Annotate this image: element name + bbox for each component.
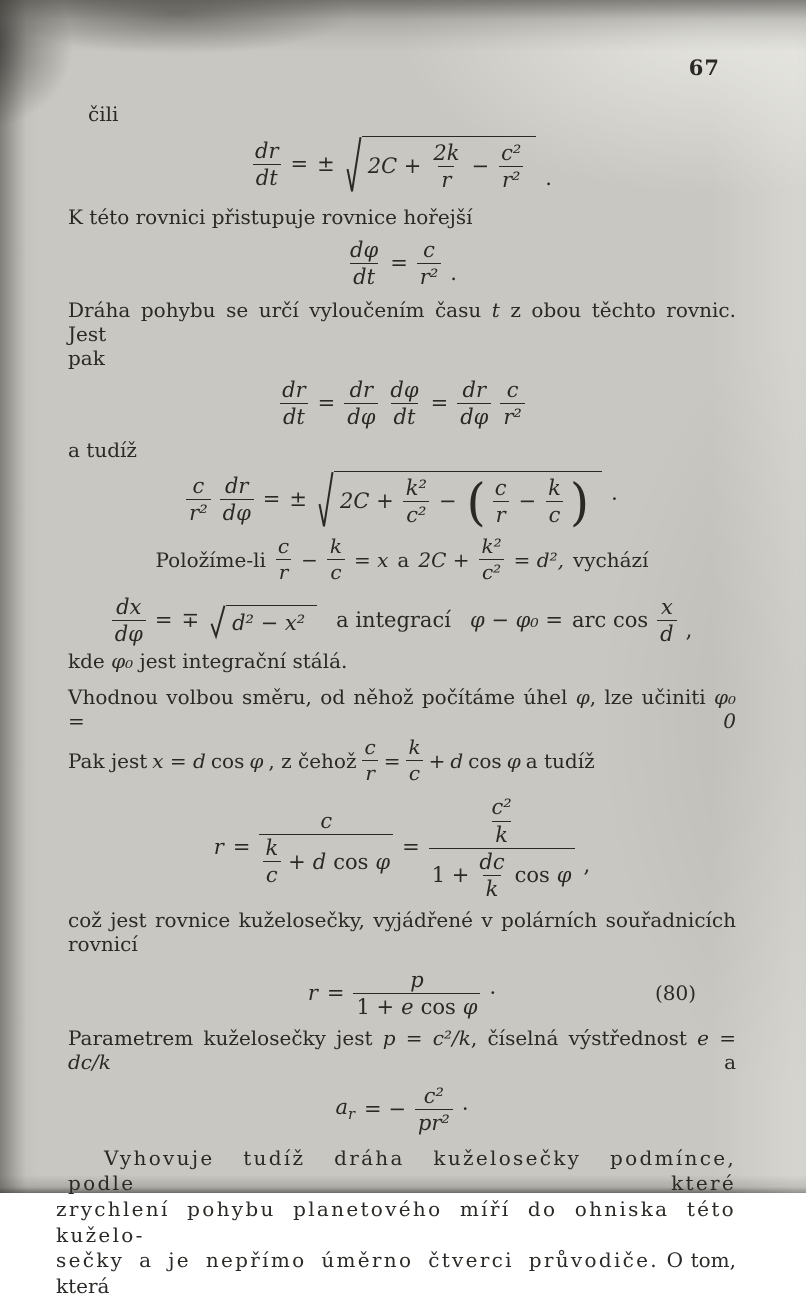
math-token: 1 +	[356, 994, 395, 1019]
math-token: k	[329, 534, 343, 559]
math-token: φ	[249, 748, 264, 773]
math-token	[335, 1095, 355, 1124]
math-token: =	[232, 835, 251, 860]
sqrt-radical	[346, 136, 537, 193]
math-token: φ	[556, 863, 572, 888]
math-token: c	[406, 760, 423, 784]
formula-row	[156, 536, 649, 583]
math-token: dx	[116, 595, 142, 620]
fraction-denominator	[353, 993, 480, 1018]
formula-row	[279, 379, 525, 428]
math-token: t	[491, 298, 500, 323]
fraction	[430, 142, 462, 191]
fraction	[259, 810, 393, 886]
fraction	[362, 737, 379, 784]
math-token: =	[262, 487, 281, 512]
math-token: c	[494, 476, 507, 501]
paragraph-coz-line2	[68, 932, 736, 956]
paragraph-k-teto	[68, 205, 736, 229]
minus-sign: −	[471, 153, 490, 178]
line-pak-jest	[68, 737, 736, 784]
formula-chain-rule	[68, 378, 736, 428]
text-run: , z čehož	[268, 748, 357, 773]
text-run: Parametrem kuželosečky jest	[68, 1025, 383, 1050]
subscript: r	[348, 1106, 356, 1124]
fraction	[275, 536, 292, 583]
math-token: x	[660, 595, 673, 620]
math-token: φ − φ₀ =	[469, 608, 563, 633]
text-cili: čili	[88, 102, 119, 126]
text-emphasis: zrychlení pohybu planetového míří do ohniska této kuželo-	[56, 1197, 736, 1247]
math-token: .	[450, 261, 457, 286]
math-token: ,	[685, 618, 693, 643]
fraction	[403, 477, 430, 526]
fraction	[347, 239, 381, 288]
math-token: 2k	[433, 141, 460, 165]
math-token: φ	[506, 748, 521, 773]
math-token: c	[423, 238, 435, 263]
fraction	[498, 142, 524, 191]
math-token: dt	[280, 403, 308, 428]
math-token: k	[492, 821, 511, 846]
math-token: r	[213, 835, 224, 860]
math-token: dr	[462, 378, 486, 403]
formula-row	[252, 136, 552, 193]
math-token: c	[546, 501, 564, 526]
math-token: c²	[423, 1083, 444, 1108]
math-token: k	[265, 836, 279, 861]
line-vhodnou	[68, 685, 736, 733]
math-token: p = c²/k	[382, 1025, 471, 1050]
fraction	[657, 596, 676, 645]
fraction	[476, 851, 507, 900]
paragraph-conclusion	[56, 1145, 736, 1299]
text-run: kde	[68, 649, 112, 674]
math-token: x = d	[152, 748, 206, 773]
math-token: dφ	[350, 238, 379, 263]
fraction	[479, 536, 505, 583]
math-token: p	[410, 967, 424, 992]
math-token: c²	[403, 501, 429, 526]
fraction	[417, 239, 441, 288]
math-token: r²	[499, 166, 523, 191]
paragraph-draha	[68, 298, 736, 370]
conclusion-line3	[56, 1248, 736, 1299]
text-a-integraci: a integrací	[336, 608, 451, 633]
formula-row	[112, 596, 693, 645]
math-token: c	[263, 861, 281, 886]
math-token: r	[307, 980, 318, 1005]
math-token: dr	[255, 139, 279, 163]
label-a-tudiz	[68, 438, 736, 462]
text-emphasis: Vyhovuje tudíž dráha kuželosečky podmínce, podle které	[68, 1145, 736, 1196]
math-token: k	[483, 875, 502, 900]
radical-sign-icon	[346, 136, 362, 193]
fraction	[489, 796, 515, 845]
fraction-denominator	[259, 834, 393, 886]
formula-row	[214, 796, 590, 899]
math-token: .	[545, 166, 552, 191]
fraction	[344, 379, 378, 428]
fraction	[387, 379, 421, 428]
text-run: a tudíž	[525, 748, 595, 773]
math-token: a	[335, 1094, 349, 1119]
line-kde-phi0	[68, 649, 736, 673]
text-run: O tom, která	[56, 1248, 736, 1298]
math-token: r	[276, 559, 292, 583]
text-run: , číselná výstřednost	[470, 1025, 698, 1050]
fraction	[279, 379, 308, 428]
math-token: d² − x²	[232, 610, 306, 635]
math-token: ·	[461, 1096, 469, 1121]
math-token: cos	[420, 994, 456, 1019]
text-emphasis: sečky a je nepřímo úměrno čtverci průvodiče.	[56, 1248, 659, 1273]
math-token: c²	[479, 559, 504, 583]
fraction-denominator	[429, 848, 575, 900]
math-token: r²	[417, 263, 441, 288]
paragraph-coz-line1	[68, 908, 736, 932]
text-run: , lze učiniti	[589, 685, 714, 710]
math-token: c	[327, 559, 344, 583]
math-token: dr	[224, 474, 249, 499]
math-token: 2C +	[340, 489, 394, 514]
equation-number: (80)	[654, 981, 696, 1006]
conclusion-line2	[56, 1197, 736, 1248]
fraction	[492, 477, 510, 526]
text-a-tudiz: a tudíž	[68, 438, 137, 463]
text-run: pak	[68, 346, 105, 371]
math-token: dt	[350, 263, 378, 288]
fraction	[405, 737, 423, 784]
fraction	[252, 140, 281, 189]
math-token: c	[320, 808, 333, 833]
math-token: k	[408, 735, 421, 760]
formula-dr-dphi-sqrt	[68, 471, 736, 532]
math-token: 2C +	[367, 153, 422, 178]
fraction	[545, 477, 564, 526]
text-run: Pak jest	[68, 748, 148, 773]
formula-row	[68, 737, 595, 784]
math-token: dφ	[112, 620, 146, 645]
math-token: k²	[405, 476, 427, 501]
math-token: dφ	[457, 403, 491, 428]
math-token: d	[450, 748, 464, 773]
math-token: c²	[501, 141, 522, 165]
plus-sign: +	[288, 849, 306, 874]
text-polozime: Položíme-li	[155, 547, 266, 572]
math-token: φ	[375, 849, 391, 874]
math-token: r	[438, 166, 454, 191]
paragraph-draha-line2	[68, 346, 736, 370]
fraction	[415, 1085, 453, 1134]
math-token: dφ	[390, 378, 419, 403]
formula-conic-eq80	[68, 969, 736, 1018]
math-token: 2C +	[418, 547, 470, 572]
fraction	[500, 379, 524, 428]
text-run: z obou těchto rovnic. Jest	[68, 298, 736, 347]
text-run: jest integrační stálá.	[133, 649, 348, 674]
fraction	[186, 475, 210, 524]
text-run: a	[110, 1049, 736, 1074]
fraction	[429, 796, 575, 899]
sqrt-radical	[210, 605, 317, 637]
math-token: c	[364, 735, 376, 760]
minus-sign: −	[518, 489, 537, 514]
math-token: e	[401, 994, 414, 1019]
plus-sign: +	[428, 748, 446, 773]
math-token: r²	[186, 499, 210, 524]
text-run: rovnicí	[68, 931, 138, 956]
math-token: φ	[462, 994, 478, 1019]
sqrt-radical	[318, 471, 602, 532]
formula-row	[347, 239, 457, 288]
page-number: 67	[688, 55, 720, 80]
text-vychazi: vychází	[572, 547, 649, 572]
substitution-line	[68, 536, 736, 583]
math-token: dt	[391, 403, 419, 428]
math-token: c	[277, 534, 290, 559]
math-token: dr	[349, 378, 374, 403]
conclusion-line1	[68, 1146, 736, 1197]
math-token: =	[317, 391, 336, 416]
formula-dr-dt-sqrt	[68, 136, 736, 193]
math-token: k	[548, 476, 561, 501]
math-token: cos	[333, 849, 369, 874]
text-run: Vhodnou volbou směru, od něhož počítáme úhel	[68, 685, 576, 710]
math-token: = d²,	[513, 547, 564, 572]
fraction	[112, 596, 146, 645]
formula-row	[335, 1085, 468, 1134]
math-token: dt	[253, 164, 281, 189]
text-run: což jest rovnice kuželosečky, vyjádřené v polárních souřadnicích	[68, 907, 736, 932]
text-k-teto: K této rovnici přistupuje rovnice hořejší	[68, 205, 473, 230]
math-token: ·	[611, 487, 618, 512]
line-parametrem	[68, 1026, 736, 1074]
math-token: d	[657, 620, 676, 645]
math-token: =	[390, 251, 408, 276]
math-token: dφ	[220, 499, 254, 524]
math-token: c	[506, 378, 519, 403]
math-token: =	[383, 748, 401, 773]
math-token: r	[493, 501, 509, 526]
fraction-numerator	[486, 796, 518, 847]
radicand	[362, 136, 537, 193]
minus-plus-sign: ∓	[181, 608, 200, 633]
math-token: c	[192, 474, 205, 499]
math-token: =	[326, 980, 345, 1005]
formula-row	[308, 969, 496, 1018]
radicand: 2C + $\frac{\text{k²}}{\text{c²}}$ − ( $\frac{c}{r}$ − $\frac{k}{c}$ )	[334, 471, 602, 528]
math-token: e = dc/k	[68, 1025, 737, 1074]
math-token: d	[312, 849, 327, 874]
math-token: arc cos	[571, 608, 649, 633]
math-token: φ₀ = 0	[68, 685, 737, 734]
math-token: c²	[491, 795, 512, 820]
math-token: 1 +	[431, 863, 470, 888]
math-token: ·	[489, 980, 497, 1005]
math-token: ,	[583, 852, 591, 877]
math-token: r	[362, 760, 378, 784]
fraction	[327, 536, 345, 583]
math-token: φ	[575, 685, 590, 710]
formula-r-polar	[68, 796, 736, 899]
radical-sign-icon	[210, 605, 226, 637]
math-token: dr	[282, 378, 306, 403]
math-token: r²	[500, 403, 524, 428]
plus-minus-sign: ±	[317, 151, 335, 176]
math-token: pr²	[415, 1109, 453, 1134]
minus-sign: −	[438, 489, 457, 514]
text-run: Dráha pohybu se určí vyloučením času	[68, 298, 492, 323]
fraction	[457, 379, 491, 428]
minus-sign: −	[301, 547, 318, 572]
math-token: =	[402, 835, 420, 860]
fraction	[262, 837, 281, 886]
fraction	[220, 475, 254, 524]
paragraph-draha-line1	[68, 298, 736, 346]
formula-dphi-dt	[68, 238, 736, 288]
math-token: cos	[468, 748, 502, 773]
radicand	[226, 605, 317, 637]
formula-row	[186, 471, 618, 532]
math-token: = x	[354, 547, 389, 572]
fraction	[353, 969, 480, 1018]
radical-sign-icon	[318, 471, 334, 528]
math-token: =	[430, 391, 449, 416]
plus-minus-sign: ±	[289, 487, 308, 512]
formula-dx-dphi	[68, 595, 736, 645]
math-token: dφ	[344, 403, 378, 428]
math-token: = −	[364, 1096, 406, 1121]
math-token: k²	[481, 534, 502, 559]
math-token: cos	[514, 863, 550, 888]
math-token: a	[397, 547, 410, 572]
math-token: =	[290, 151, 309, 176]
math-token: dc	[479, 849, 505, 874]
math-token: cos	[210, 748, 245, 773]
paragraph-cili	[88, 102, 736, 126]
math-token: φ₀	[111, 649, 134, 674]
paragraph-coz-jest	[68, 908, 736, 956]
math-token: =	[154, 608, 173, 633]
formula-acceleration	[68, 1085, 736, 1134]
